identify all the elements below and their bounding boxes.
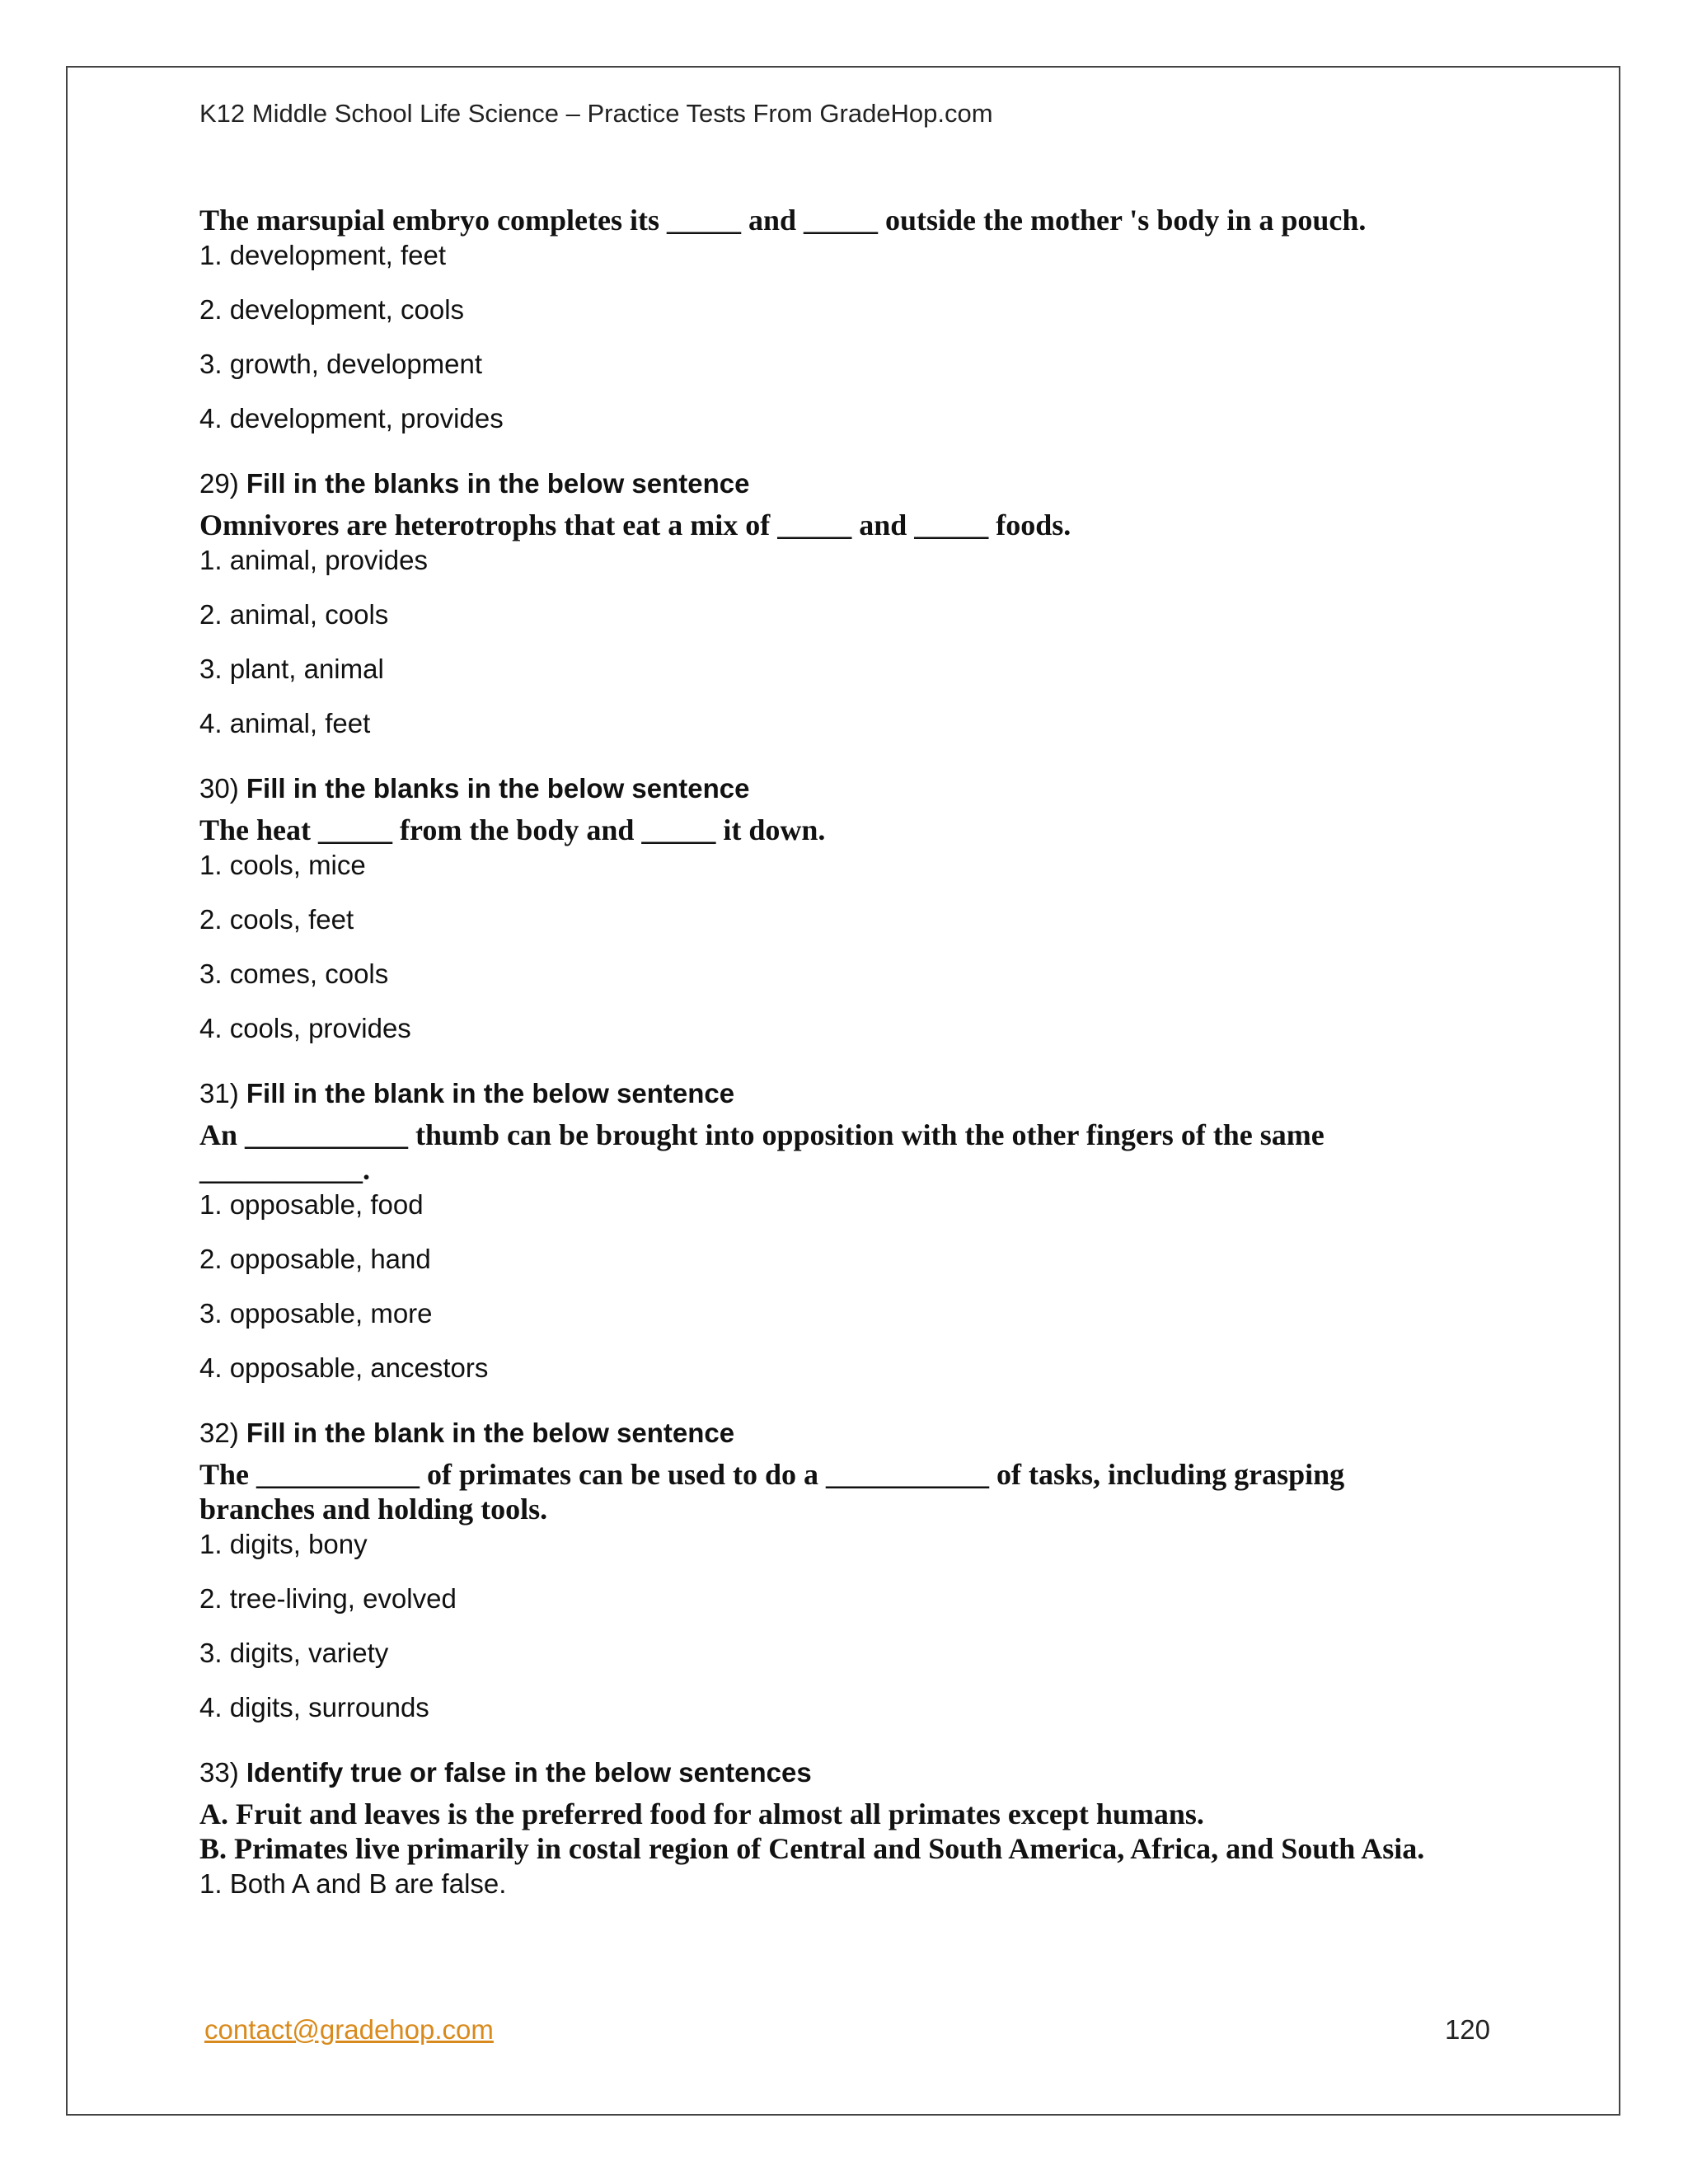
answer-option: 2. tree-living, evolved bbox=[199, 1583, 457, 1614]
answer-option: 3. digits, variety bbox=[199, 1638, 389, 1668]
question-32 bbox=[199, 1416, 1485, 1746]
question-33 bbox=[199, 1755, 1485, 1922]
question-number: 33) bbox=[199, 1757, 239, 1788]
contact-email-link[interactable]: contact@gradehop.com bbox=[204, 2014, 494, 2045]
question-statement: Omnivores are heterotrophs that eat a mix of _____ and _____ foods. bbox=[199, 509, 1071, 541]
document-body bbox=[199, 203, 1485, 1922]
question-instruction: Fill in the blanks in the below sentence bbox=[246, 773, 750, 804]
answer-option: 1. Both A and B are false. bbox=[199, 1868, 507, 1899]
question-statement bbox=[199, 1797, 1485, 1866]
statement-line: ___________. bbox=[199, 1153, 370, 1186]
answer-option: 1. opposable, food bbox=[199, 1189, 424, 1220]
question-statement: The heat _____ from the body and _____ it down. bbox=[199, 813, 826, 846]
question-instruction: Identify true or false in the below sentences bbox=[246, 1757, 812, 1788]
answer-option: 2. cools, feet bbox=[199, 904, 354, 935]
page-number: 120 bbox=[1444, 2014, 1490, 2045]
answer-option: 1. animal, provides bbox=[199, 545, 428, 575]
question-31 bbox=[199, 1076, 1485, 1406]
answer-option: 1. development, feet bbox=[199, 240, 447, 270]
question-statement: The marsupial embryo completes its _____ and _____ outside the mother 's body in a pouch. bbox=[199, 204, 1367, 237]
question-heading bbox=[199, 771, 1485, 806]
answer-option: 3. comes, cools bbox=[199, 958, 389, 989]
question-29 bbox=[199, 466, 1485, 762]
question-30 bbox=[199, 771, 1485, 1066]
question-heading bbox=[199, 1416, 1485, 1451]
question-number: 29) bbox=[199, 468, 239, 499]
question-number: 32) bbox=[199, 1418, 239, 1448]
question-heading bbox=[199, 1755, 1485, 1790]
answer-option: 4. cools, provides bbox=[199, 1013, 411, 1043]
answer-option: 3. plant, animal bbox=[199, 654, 384, 684]
answer-option: 4. development, provides bbox=[199, 403, 504, 434]
question-statement bbox=[199, 1457, 1485, 1526]
question-number: 30) bbox=[199, 773, 239, 804]
statement-line: B. Primates live primarily in costal region of Central and South America, Africa, and South Asia. bbox=[199, 1832, 1425, 1865]
question-heading bbox=[199, 466, 1485, 501]
answer-option: 2. development, cools bbox=[199, 294, 465, 325]
question-28 bbox=[199, 203, 1485, 457]
answer-option: 3. growth, development bbox=[199, 349, 483, 379]
answer-option: 3. opposable, more bbox=[199, 1298, 433, 1329]
statement-line: branches and holding tools. bbox=[199, 1493, 548, 1526]
answer-option: 4. animal, feet bbox=[199, 708, 371, 738]
answer-option: 2. animal, cools bbox=[199, 599, 389, 630]
answer-option: 4. digits, surrounds bbox=[199, 1692, 429, 1722]
page-header: K12 Middle School Life Science – Practice Tests From GradeHop.com bbox=[199, 99, 993, 128]
answer-option: 2. opposable, hand bbox=[199, 1244, 431, 1274]
question-heading bbox=[199, 1076, 1485, 1111]
question-instruction: Fill in the blank in the below sentence bbox=[246, 1418, 735, 1448]
statement-line: An ___________ thumb can be brought into opposition with the other fingers of the same bbox=[199, 1118, 1325, 1151]
statement-line: A. Fruit and leaves is the preferred food for almost all primates except humans. bbox=[199, 1797, 1204, 1830]
answer-option: 1. cools, mice bbox=[199, 850, 366, 880]
question-number: 31) bbox=[199, 1078, 239, 1108]
statement-line: The ___________ of primates can be used to do a ___________ of tasks, including grasping bbox=[199, 1458, 1345, 1491]
question-statement bbox=[199, 1118, 1485, 1187]
answer-option: 4. opposable, ancestors bbox=[199, 1352, 489, 1383]
question-instruction: Fill in the blank in the below sentence bbox=[246, 1078, 735, 1108]
question-instruction: Fill in the blanks in the below sentence bbox=[246, 468, 750, 499]
answer-option: 1. digits, bony bbox=[199, 1529, 368, 1559]
